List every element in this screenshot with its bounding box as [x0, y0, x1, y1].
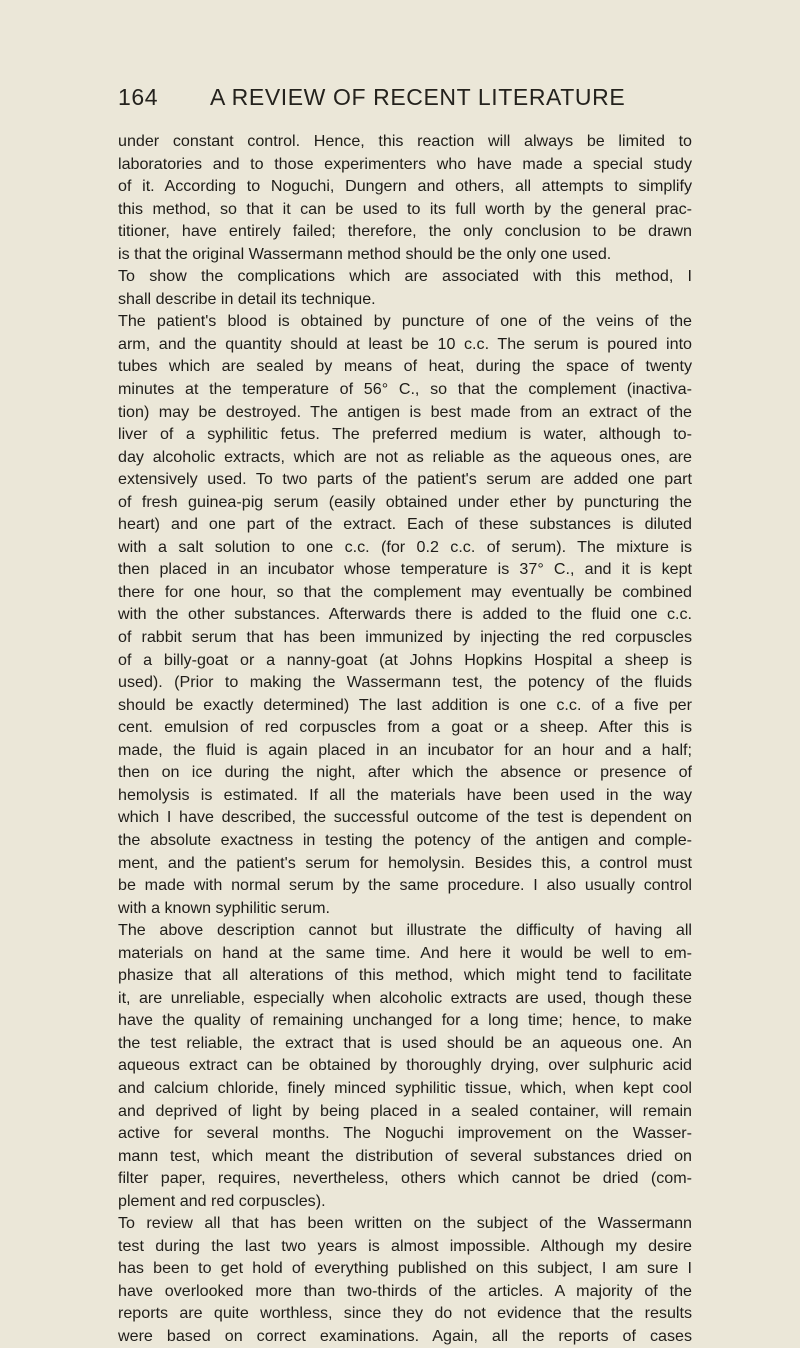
text-line: arm, and the quantity should at least be 10 c.c. The serum is poured into	[118, 334, 692, 353]
text-line: day alcoholic extracts, which are not as reliable as the aqueous ones, are	[118, 447, 692, 466]
text-line: tion) may be destroyed. The antigen is best made from an extract of the	[118, 402, 692, 421]
body-text	[118, 130, 692, 1348]
text-line: it, are unreliable, especially when alcoholic extracts are used, though these	[118, 988, 692, 1007]
text-line: minutes at the temperature of 56° C., so that the complement (inactiva-	[118, 380, 692, 399]
text-line: which I have described, the successful outcome of the test is dependent on	[118, 808, 692, 827]
text-line: be made with normal serum by the same procedure. I also usually control	[118, 876, 692, 895]
text-line: test during the last two years is almost impossible. Although my desire	[118, 1236, 692, 1255]
text-line: The patient's blood is obtained by puncture of one of the veins of the	[118, 312, 692, 331]
text-line: with a salt solution to one c.c. (for 0.2 c.c. of serum). The mixture is	[118, 537, 692, 556]
text-line: the test reliable, the extract that is used should be an aqueous one. An	[118, 1033, 692, 1052]
running-head	[118, 84, 688, 114]
text-line: and calcium chloride, finely minced syphilitic tissue, which, when kept cool	[118, 1078, 692, 1097]
text-line: shall describe in detail its technique.	[118, 289, 376, 308]
text-line: then on ice during the night, after which the absence or presence of	[118, 763, 692, 782]
text-line: heart) and one part of the extract. Each of these substances is diluted	[118, 515, 692, 534]
text-line: has been to get hold of everything published on this subject, I am sure I	[118, 1259, 692, 1278]
text-line: of a billy-goat or a nanny-goat (at Johns Hopkins Hospital a sheep is	[118, 650, 692, 669]
text-line: of fresh guinea-pig serum (easily obtained under ether by puncturing the	[118, 492, 692, 511]
running-title: A REVIEW OF RECENT LITERATURE	[210, 84, 626, 110]
text-line: active for several months. The Noguchi improvement on the Wasser-	[118, 1124, 692, 1143]
text-line: plement and red corpuscles).	[118, 1191, 326, 1210]
text-line: of it. According to Noguchi, Dungern and others, all attempts to simplify	[118, 177, 692, 196]
text-line: phasize that all alterations of this method, which might tend to facilitate	[118, 966, 692, 985]
text-line: should be exactly determined) The last addition is one c.c. of a five per	[118, 695, 692, 714]
text-line: made, the fluid is again placed in an incubator for an hour and a half;	[118, 740, 692, 759]
text-line: hemolysis is estimated. If all the materials have been used in the way	[118, 785, 692, 804]
text-line: with the other substances. Afterwards there is added to the fluid one c.c.	[118, 605, 692, 624]
text-line: aqueous extract can be obtained by thoroughly drying, over sulphuric acid	[118, 1056, 692, 1075]
text-line: the absolute exactness in testing the potency of the antigen and comple-	[118, 830, 692, 849]
text-line: To review all that has been written on the subject of the Wassermann	[118, 1214, 692, 1233]
text-line: reports are quite worthless, since they do not evidence that the results	[118, 1304, 692, 1323]
text-line: with a known syphilitic serum.	[118, 898, 330, 917]
text-line: this method, so that it can be used to its full worth by the general prac-	[118, 199, 692, 218]
text-line: there for one hour, so that the complement may eventually be combined	[118, 582, 692, 601]
text-line: is that the original Wassermann method should be the only one used.	[118, 244, 612, 263]
page-number: 164	[118, 84, 159, 110]
text-line: To show the complications which are associated with this method, I	[118, 267, 692, 286]
text-line: filter paper, requires, nevertheless, others which cannot be dried (com-	[118, 1169, 692, 1188]
text-line: tubes which are sealed by means of heat, during the space of twenty	[118, 357, 692, 376]
text-line: under constant control. Hence, this reaction will always be limited to	[118, 132, 692, 150]
text-line: cent. emulsion of red corpuscles from a goat or a sheep. After this is	[118, 718, 692, 737]
text-line: materials on hand at the same time. And here it would be well to em-	[118, 943, 692, 962]
text-line: then placed in an incubator whose temperature is 37° C., and it is kept	[118, 560, 692, 579]
text-line: have overlooked more than two-thirds of the articles. A majority of the	[118, 1281, 692, 1300]
text-line: mann test, which meant the distribution of several substances dried on	[118, 1146, 692, 1165]
text-line: and deprived of light by being placed in a sealed container, will remain	[118, 1101, 692, 1120]
text-line: ment, and the patient's serum for hemolysin. Besides this, a control must	[118, 853, 692, 872]
text-line: The above description cannot but illustrate the difficulty of having all	[118, 921, 692, 940]
text-line: liver of a syphilitic fetus. The preferred medium is water, although to-	[118, 425, 692, 444]
text-line: of rabbit serum that has been immunized by injecting the red corpuscles	[118, 628, 692, 647]
text-line: titioner, have entirely failed; therefore, the only conclusion to be drawn	[118, 222, 692, 241]
text-line: were based on correct examinations. Again, all the reports of cases	[118, 1326, 692, 1345]
text-line: have the quality of remaining unchanged for a long time; hence, to make	[118, 1011, 692, 1030]
text-line: laboratories and to those experimenters who have made a special study	[118, 154, 692, 173]
text-line: extensively used. To two parts of the patient's serum are added one part	[118, 470, 692, 489]
text-line: used). (Prior to making the Wassermann test, the potency of the fluids	[118, 673, 692, 692]
